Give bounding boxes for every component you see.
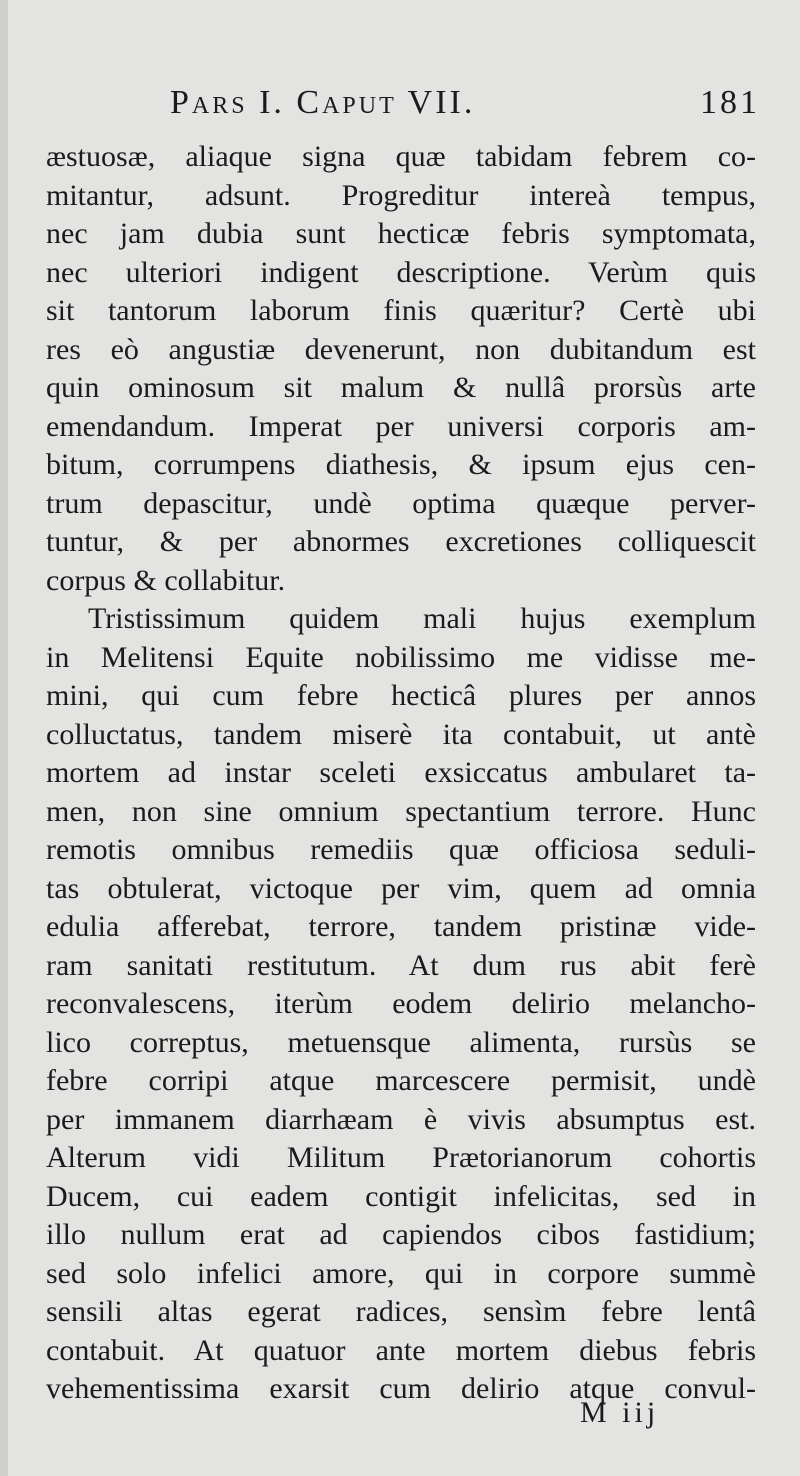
text-line: æstuosæ, aliaque signa quæ tabidam febrem co- [46, 140, 756, 173]
text-line: men, non sine omnium spectantium terrore. Hunc [46, 794, 756, 828]
text-line: illo nullum erat ad capiendos cibos fastidium; [46, 1218, 756, 1251]
text-line: mini, qui cum febre hecticâ plures per annos [46, 679, 756, 712]
text-line: vehementissima exarsit cum delirio atque convul- [46, 1372, 756, 1405]
text-line: sensili altas egerat radices, sensìm febre lentâ [46, 1295, 756, 1328]
paragraph-first-line: Tristissimum quidem mali hujus exemplum [88, 602, 756, 635]
text-line: Ducem, cui eadem contigit infelicitas, sed in [46, 1179, 756, 1213]
text-line: sed solo infelici amore, qui in corpore summè [46, 1256, 756, 1290]
text-line: ram sanitati restitutum. At dum rus abit ferè [46, 948, 756, 982]
text-line: bitum, corrumpens diathesis, & ipsum ejus cen- [46, 448, 756, 481]
running-title: Pars I. Caput VII. [170, 84, 476, 121]
text-line: sit tantorum laborum finis quæritur? Certè ubi [46, 294, 756, 327]
text-line: febre corripi atque marcescere permisit, undè [46, 1064, 756, 1097]
text-line: tas obtulerat, victoque per vim, quem ad omnia [46, 871, 756, 905]
text-line: reconvalescens, iterùm eodem delirio melancho- [46, 987, 756, 1020]
text-line: Alterum vidi Militum Prætorianorum cohortis [46, 1141, 756, 1174]
text-line: nec ulteriori indigent descriptione. Verùm quis [46, 255, 756, 289]
text-line: per immanem diarrhæam è vivis absumptus est. [46, 1102, 756, 1136]
text-line: colluctatus, tandem miserè ita contabuit, ut antè [46, 717, 756, 751]
text-line: nec jam dubia sunt hecticæ febris symptomata, [46, 217, 756, 250]
text-line: mortem ad instar sceleti exsiccatus ambularet ta- [46, 756, 756, 789]
text-line: lico correptus, metuensque alimenta, rursùs se [46, 1025, 756, 1059]
text-body [46, 138, 756, 1409]
text-line: res eò angustiæ devenerunt, non dubitandum est [46, 332, 756, 366]
text-line: emendandum. Imperat per universi corporis am- [46, 409, 756, 443]
text-line: corpus & collabitur. [46, 563, 286, 597]
text-line: tuntur, & per abnormes excretiones colliquescit [46, 525, 756, 558]
text-line: in Melitensi Equite nobilissimo me vidisse me- [46, 640, 756, 674]
running-header [170, 84, 760, 134]
page-gutter [0, 0, 8, 1476]
text-line: edulia afferebat, terrore, tandem pristinæ vide- [46, 910, 756, 943]
text-line: mitantur, adsunt. Progreditur intereà tempus, [46, 178, 756, 212]
text-line: trum depascitur, undè optima quæque perver- [46, 486, 756, 520]
signature-mark: M iij [580, 1396, 660, 1429]
text-line: contabuit. At quatuor ante mortem diebus febris [46, 1333, 756, 1367]
text-line: quin ominosum sit malum & nullâ prorsùs arte [46, 371, 756, 404]
text-line: remotis omnibus remediis quæ officiosa seduli- [46, 833, 756, 866]
page-number: 181 [700, 84, 760, 121]
